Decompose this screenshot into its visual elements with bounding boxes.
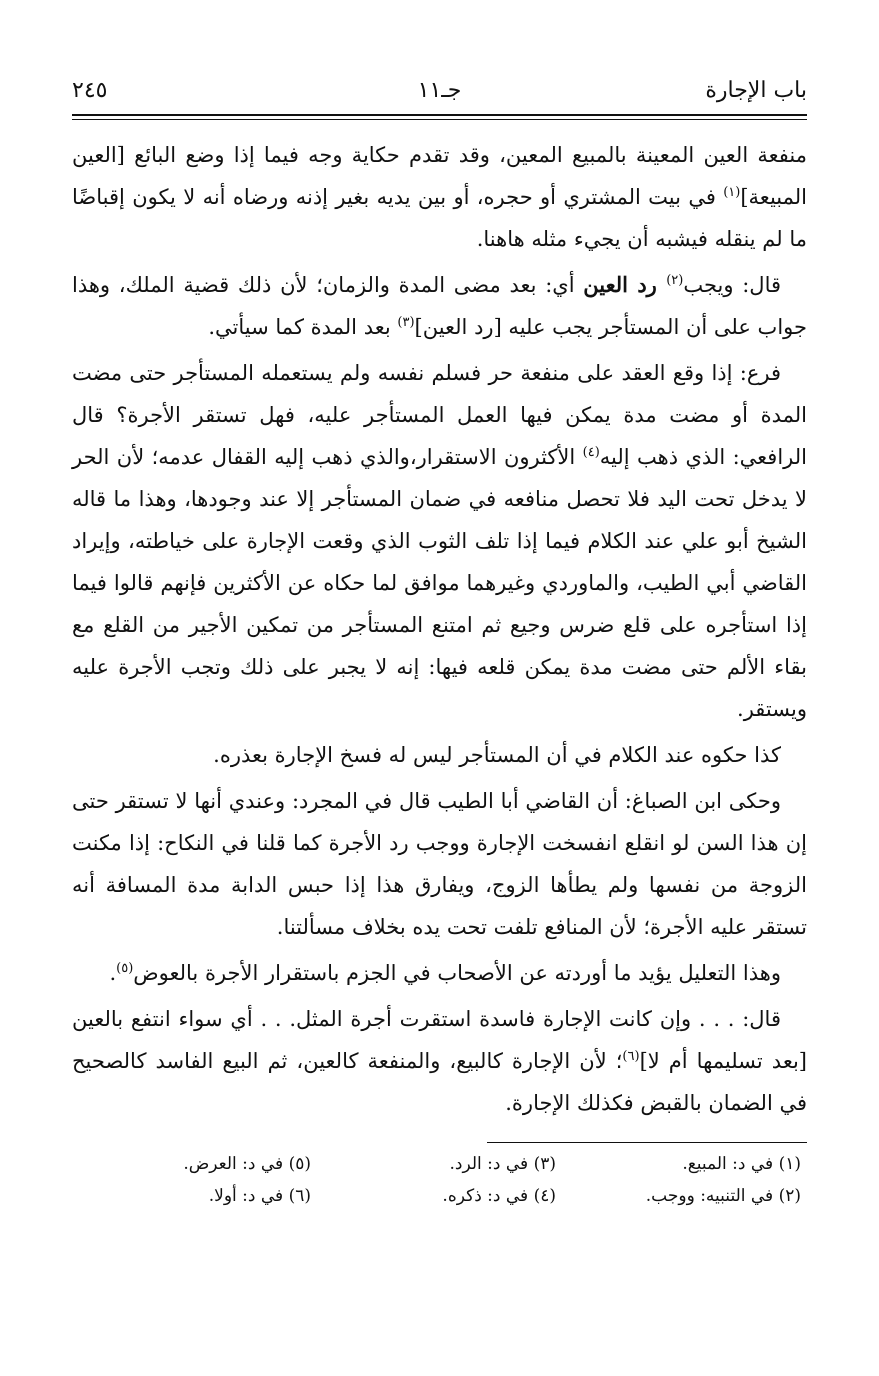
page-number: ٢٤٥ [72,78,108,103]
paragraph-4: كذا حكوه عند الكلام في أن المستأجر ليس له فسخ الإجارة بعذره. [213,743,781,767]
footnote-ref: (٥) [116,961,134,976]
paragraph-2: قال: ويجب$^{(٢)}$ رد العين أي: بعد مضى المدة والزمان؛ لأن ذلك قضية الملك، وهذا جواب على أن المستأجر يجب عليه [رد العين]$^{(٣)}$ بعد المدة كما سيأتي. [72,272,807,339]
paragraph-6: وهذا التعليل يؤيد ما أوردته عن الأصحاب في الجزم باستقرار الأجرة بالعوض$^{(٥)}$. [109,961,781,985]
running-header [72,70,807,112]
paragraph-7: قال: . . . وإن كانت الإجارة فاسدة استقرت أجرة المثل. . . أي سواء انتفع بالعين [بعد تسليمها أم لا]$^{(٦)}$؛ لأن الإجارة كالبيع، والمنفعة كالعين، ثم البيع الفاسد كالصحيح في الضمان بالقبض فكذلك الإجارة. [72,1007,808,1115]
footnote-item: (٣) في د: الرد. [449,1154,556,1174]
footnote-ref: (٦) [622,1049,640,1064]
footnote-item: (١) في د: المبيع. [682,1154,801,1174]
paragraph-5: وحكى ابن الصباغ: أن القاضي أبا الطيب قال في المجرد: وعندي أنها لا تستقر حتى إن هذا السن لو انقلع انفسخت الإجارة ووجب رد الأجرة كما قلنا في النكاح: إذا مكنت الزوجة من نفسها ولم يطأها الزوج، ويفارق هذا إذا حبس الدابة مدة المسافة أنه تستقر عليه الأجرة؛ لأن المنافع تلفت تحت يده بخلاف مسألتنا. [72,789,807,939]
footnote-ref: (٢) [666,273,684,288]
footnote-ref: (٤) [582,445,600,460]
volume-number: جـ١١ [417,78,462,103]
footnote-separator [487,1142,807,1143]
main-text [72,134,807,1124]
footnotes [72,1151,807,1209]
footnote-item: (٥) في د: العرض. [183,1154,311,1174]
footnote-item: (٢) في التنبيه: ووجب. [645,1186,801,1206]
footnote-ref: (٣) [397,315,415,330]
footnote-item: (٤) في د: ذكره. [442,1186,556,1206]
footnote-item: (٦) في د: أولا. [208,1186,311,1206]
paragraph-1: منفعة العين المعينة بالمبيع المعين، وقد تقدم حكاية وجه فيما إذا وضع البائع [العين المبيعة]$^{(١)}$ في بيت المشتري أو حجره، أو بين يديه بغير إذنه ورضاه أنه لا يكون إقباضًا ما لم ينقله فيشبه أن يجيء مثله هاهنا. [72,143,807,251]
header-rule-thin [72,119,807,120]
header-rule-thick [72,114,807,116]
paragraph-3: فرع: إذا وقع العقد على منفعة حر فسلم نفسه ولم يستعمله المستأجر حتى مضت المدة أو مضت مدة يمكن فيها العمل المستأجر عليه، فهل تستقر الأجرة؟ قال الرافعي: الذي ذهب إليه$^{(٤)}$ الأكثرون الاستقرار،والذي ذهب إليه القفال عدمه؛ لأن الحر لا يدخل تحت اليد فلا تحصل منافعه في ضمان المستأجر إلا عند وجودها، وهذا ما قاله الشيخ أبو علي عند الكلام فيما إذا تلف الثوب الذي وقعت الإجارة على خياطته، وإيراد القاضي أبي الطيب، والماوردي وغيرهما موافق لما حكاه عن الأكثرين فإنهم قالوا فيما إذا استأجره على قلع ضرس وجيع ثم امتنع المستأجر من تمكين الأجير من القلع مع بقاء الألم حتى مضت مدة يمكن قلعه فيها: إنه لا يجبر على ذلك وتجب الأجرة عليه ويستقر. [72,361,808,721]
bold-term: رد العين [583,272,667,297]
chapter-title: باب الإجارة [705,78,807,103]
footnote-ref: (١) [723,185,741,200]
